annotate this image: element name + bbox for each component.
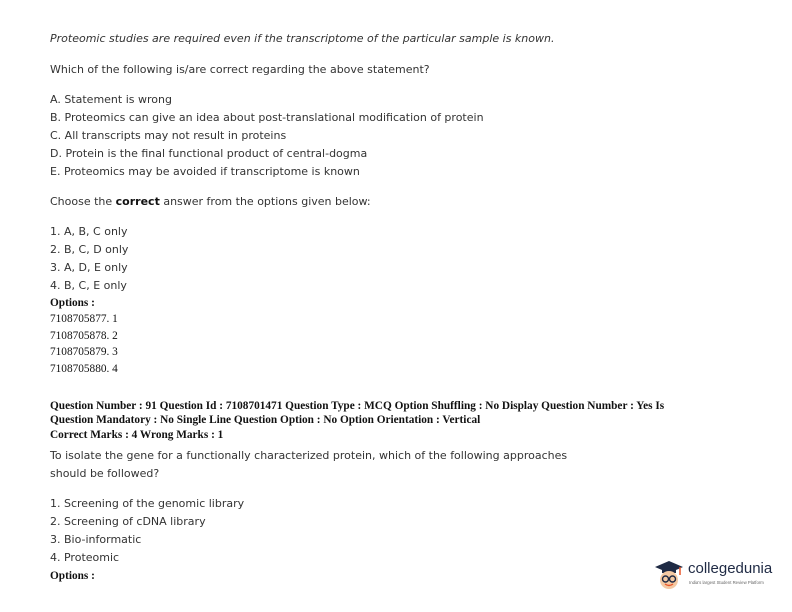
answer-choice: 1. Screening of the genomic library <box>50 497 245 510</box>
answer-choice: 3. A, D, E only <box>50 261 128 274</box>
question-marks: Correct Marks : 4 Wrong Marks : 1 <box>50 429 224 441</box>
answer-choice: 4. B, C, E only <box>50 279 127 292</box>
answer-choice: 1. A, B, C only <box>50 225 128 238</box>
statement-item: D. Protein is the final functional product of central-dogma <box>50 147 368 160</box>
statement-item: C. All transcripts may not result in proteins <box>50 129 287 142</box>
options-label: Options : <box>50 297 95 309</box>
instruction-text: Choose the <box>50 195 116 208</box>
answer-choice: 3. Bio-informatic <box>50 533 142 546</box>
statement-item: E. Proteomics may be avoided if transcriptome is known <box>50 165 360 178</box>
collegedunia-logo <box>652 556 788 596</box>
answer-choice: 2. B, C, D only <box>50 243 129 256</box>
logo-wordmark: collegedunia <box>688 560 773 577</box>
option-id: 7108705879. 3 <box>50 346 118 358</box>
option-id: 7108705880. 4 <box>50 363 118 375</box>
question-statement: Proteomic studies are required even if the transcriptome of the particular sample is known. <box>50 32 555 45</box>
statement-item: B. Proteomics can give an idea about post-translational modification of protein <box>50 111 484 124</box>
answer-choice: 2. Screening of cDNA library <box>50 515 206 528</box>
options-label: Options : <box>50 570 95 582</box>
option-id: 7108705878. 2 <box>50 330 118 342</box>
graduate-mascot-icon <box>652 558 686 592</box>
question-text: should be followed? <box>50 467 160 480</box>
question-meta: Question Number : 91 Question Id : 7108701471 Question Type : MCQ Option Shuffling : No Display Question Number : Yes Is <box>50 400 665 412</box>
question-text: Which of the following is/are correct regarding the above statement? <box>50 63 430 76</box>
question-meta: Question Mandatory : No Single Line Question Option : No Option Orientation : Vertical <box>50 414 481 426</box>
instruction-emphasis: correct <box>115 195 160 208</box>
statement-item: A. Statement is wrong <box>50 93 172 106</box>
logo-tagline: India's largest Student Review Platform <box>689 580 764 585</box>
answer-instruction <box>50 195 371 208</box>
option-id: 7108705877. 1 <box>50 313 118 325</box>
instruction-text: answer from the options given below: <box>159 195 371 208</box>
answer-choice: 4. Proteomic <box>50 551 120 564</box>
question-text: To isolate the gene for a functionally characterized protein, which of the following approaches <box>50 449 568 462</box>
